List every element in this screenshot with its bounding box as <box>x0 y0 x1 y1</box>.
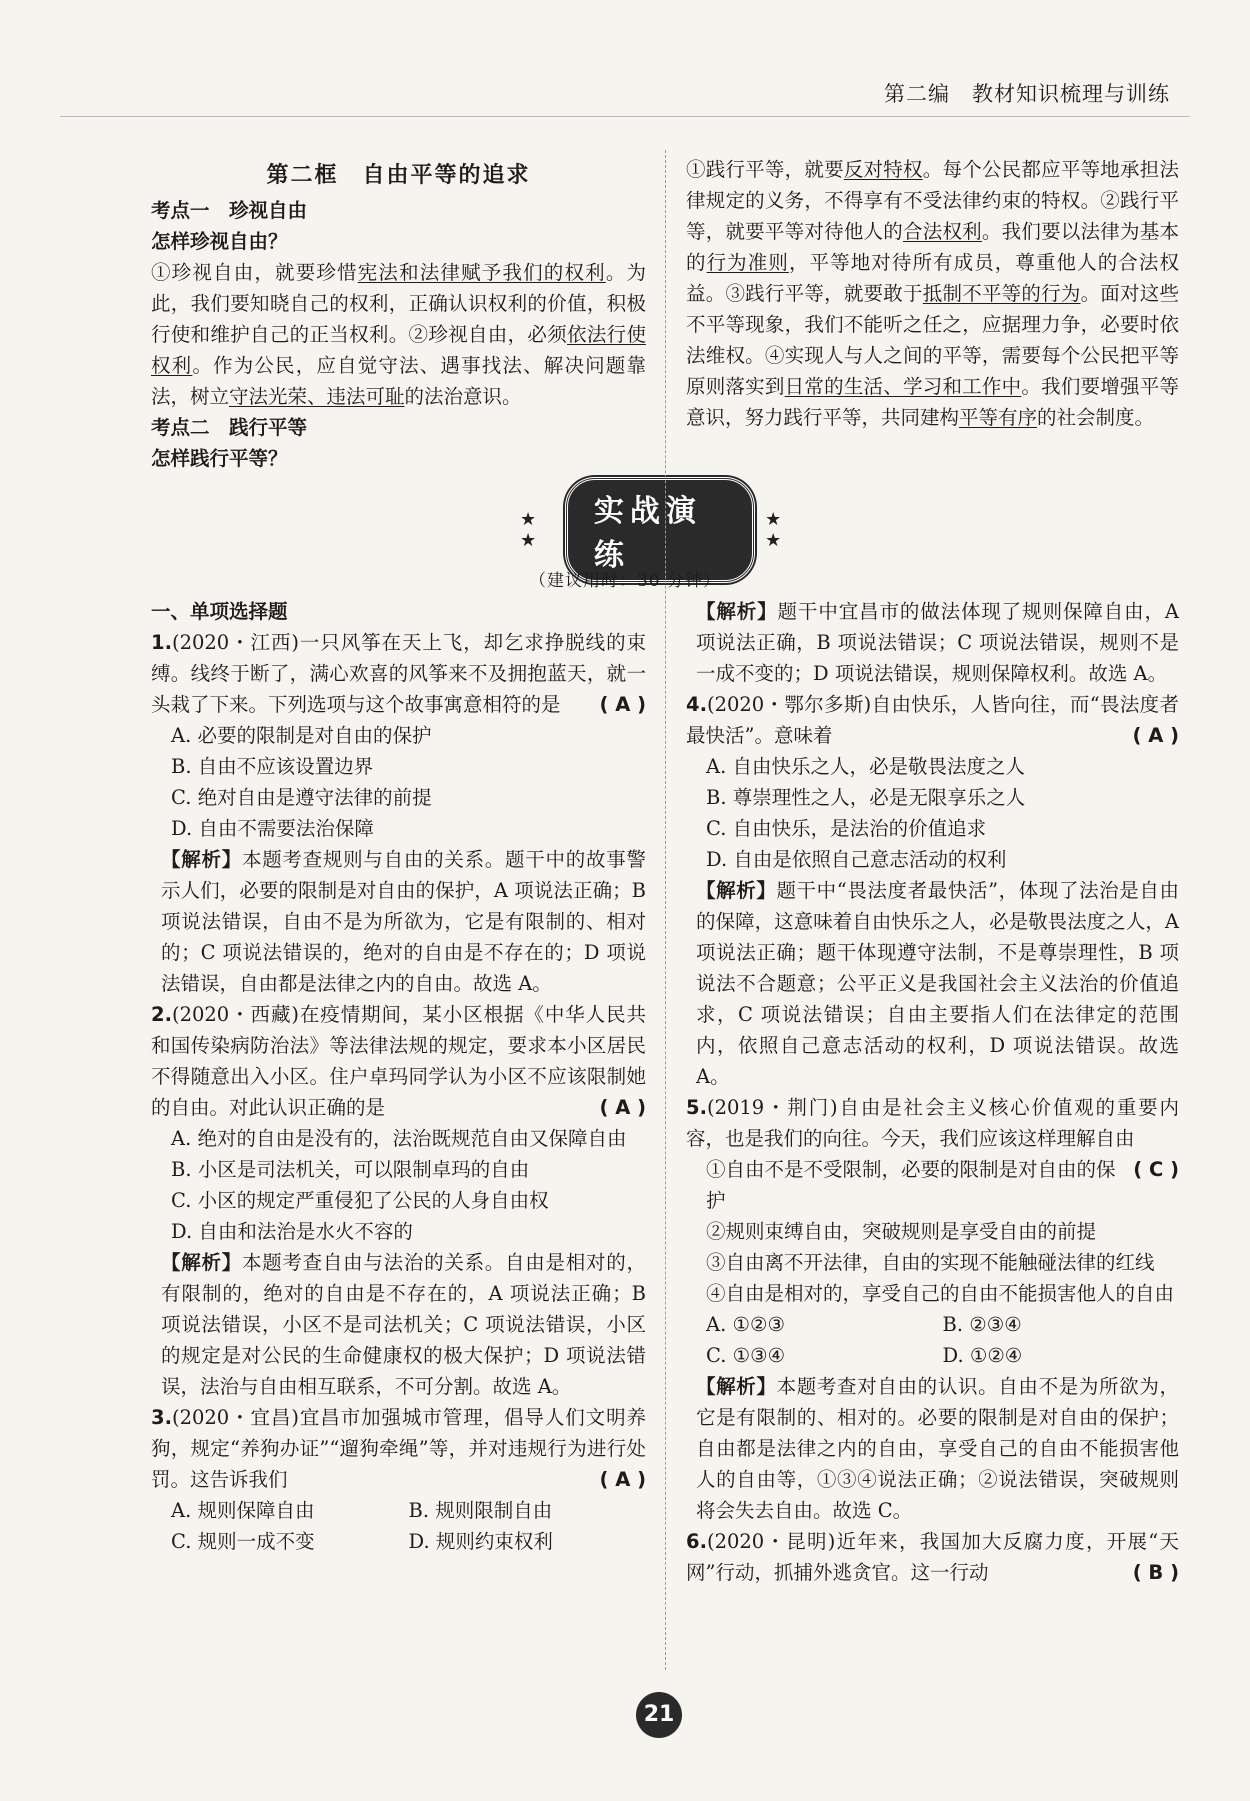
option: C. 自由快乐，是法治的价值追求 <box>706 817 987 840</box>
option: D. 自由不需要法治保障 <box>171 817 374 840</box>
option: C. ①③④ <box>706 1344 786 1367</box>
question-6: 6.(2020・昆明)近年来，我国加大反腐力度，开展“天网”行动，抓捕外逃贪官。这一行动 ( B ) <box>686 1526 1179 1588</box>
question-4: 4.(2020・鄂尔多斯)自由快乐，人皆向往，而“畏法度者最快活”。意味着 ( A ) A. 自由快乐之人，必是敬畏法度之人 B. 尊崇理性之人，必是无限享乐之人 C. 自由快乐，是法治的价值追求 D. 自由是依照自己意志活动的权利 【解析】题干中“畏法度者最快活”，体现了法治是自由的保障，这意味着自由快乐之人，必是敬畏法度之人，A 项说法正确；题干体现遵守法制，不是尊崇理性，B 项说法不合题意；公平正义是我国社会主义法治的价值追求，C 项说法错误；自由主要指人们在法律定的范围内，依照自己意志活动的权利，D 项说法错误。故选 A。 <box>686 689 1179 1092</box>
option: C. 绝对自由是遵守法律的前提 <box>171 786 432 809</box>
section-title: 第二框 自由平等的追求 <box>266 163 531 188</box>
option: D. 自由和法治是水火不容的 <box>171 1220 413 1243</box>
point-2-question: 怎样践行平等？ <box>151 447 288 470</box>
option: B. 自由不应该设置边界 <box>171 755 374 778</box>
point-2-title: 考点二 践行平等 <box>151 416 308 439</box>
analysis: 【解析】本题考查规则与自由的关系。题干中的故事警示人们，必要的限制是对自由的保护，A 项说法正确；B 项说法错误，自由不是为所欲为，它是有限制的、相对的；C 项说法错误的，绝对的自由是不存在的；D 项说法错误，自由都是法律之内的自由。故选 A。 <box>161 848 646 995</box>
star-icon: ★ ★ <box>520 509 537 551</box>
question-3-analysis: 【解析】题干中宜昌市的做法体现了规则保障自由，A 项说法正确，B 项说法错误；C 项说法错误，规则不是一成不变的；D 项说法错误，规则保障权利。故选 A。 <box>696 600 1179 685</box>
column-divider <box>665 150 666 1670</box>
statement: ①自由不是不受限制，必要的限制是对自由的保护 <box>706 1158 1116 1212</box>
questions-left-column <box>151 596 646 1557</box>
option: A. ①②③ <box>706 1313 785 1336</box>
point-1-title: 考点一 珍视自由 <box>151 199 308 222</box>
option: A. 必要的限制是对自由的保护 <box>171 724 432 747</box>
option: B. ②③④ <box>942 1313 1022 1336</box>
header-rule <box>60 116 1190 117</box>
option: C. 规则一成不变 <box>171 1530 315 1553</box>
question-2: 2.(2020・西藏)在疫情期间，某小区根据《中华人民共和国传染病防治法》等法律法规的规定，要求本小区居民不得随意出入小区。住户卓玛同学认为小区不应该限制她的自由。对此认识正确的是 ( A ) A. 绝对的自由是没有的，法治既规范自由又保障自由 B. 小区是司法机关，可以限制卓玛的自由 C. 小区的规定严重侵犯了公民的人身自由权 D. 自由和法治是水火不容的 【解析】本题考查自由与法治的关系。自由是相对的，有限制的，绝对的自由是不存在的，A 项说法正确；B 项说法错误，小区不是司法机关；C 项说法错误，小区的规定是对公民的生命健康权的极大保护；D 项说法错误，法治与自由相互联系，不可分割。故选 A。 <box>151 999 646 1402</box>
option: A. 规则保障自由 <box>171 1499 315 1522</box>
answer: ( A ) <box>599 693 646 716</box>
question-5: 5.(2019・荆门)自由是社会主义核心价值观的重要内容，也是我们的向往。今天，我们应该这样理解自由 ( C ) ①自由不是不受限制，必要的限制是对自由的保护 ②规则束缚自由，突破规则是享受自由的前提 ③自由离不开法律，自由的实现不能触碰法律的红线 ④自由是相对的，享受自己的自由不能损害他人的自由 A. ①②③ B. ②③④ C. ①③④ D. ①②④ 【解析】本题考查对自由的认识。自由不是为所欲为，它是有限制的、相对的。必要的限制是对自由的保护；自由都是法律之内的自由，享受自己的自由不能损害他人的自由等，①③④说法正确；②说法错误，突破规则将会失去自由。故选 C。 <box>686 1092 1179 1526</box>
answer: ( C ) <box>1133 1158 1179 1181</box>
banner-label: 实战演练 <box>565 477 755 583</box>
answer: ( A ) <box>1132 724 1179 747</box>
point-1-question: 怎样珍视自由？ <box>151 230 288 253</box>
option: B. 规则限制自由 <box>408 1499 553 1522</box>
section-heading: 一、单项选择题 <box>151 600 288 623</box>
knowledge-right-column <box>686 154 1179 433</box>
option-row <box>151 1495 646 1526</box>
option: D. 规则约束权利 <box>408 1530 553 1553</box>
option: B. 尊崇理性之人，必是无限享乐之人 <box>706 786 1026 809</box>
question-1: 1.(2020・江西)一只风筝在天上飞，却乞求挣脱线的束缚。线终于断了，满心欢喜的风筝来不及拥抱蓝天，就一头栽了下来。下列选项与这个故事寓意相符的是 ( A ) A. 必要的限制是对自由的保护 B. 自由不应该设置边界 C. 绝对自由是遵守法律的前提 D. 自由不需要法治保障 【解析】本题考查规则与自由的关系。题干中的故事警示人们，必要的限制是对自由的保护，A 项说法正确；B 项说法错误，自由不是为所欲为，它是有限制的、相对的；C 项说法错误的，绝对的自由是不存在的；D 项说法错误，自由都是法律之内的自由。故选 A。 <box>151 627 646 999</box>
option: D. 自由是依照自己意志活动的权利 <box>706 848 1007 871</box>
option: D. ①②④ <box>942 1344 1023 1367</box>
running-header: 第二编 教材知识梳理与训练 <box>884 82 1170 106</box>
option: B. 小区是司法机关，可以限制卓玛的自由 <box>171 1158 530 1181</box>
questions-right-column <box>686 596 1179 1588</box>
option: C. 小区的规定严重侵犯了公民的人身自由权 <box>171 1189 549 1212</box>
statement: ②规则束缚自由，突破规则是享受自由的前提 <box>706 1220 1097 1243</box>
star-icon: ★ ★ <box>765 509 782 551</box>
statement: ③自由离不开法律，自由的实现不能触碰法律的红线 ④自由是相对的，享受自己的自由不能损害他人的自由 <box>706 1251 1175 1305</box>
answer: ( B ) <box>1132 1561 1179 1584</box>
answer: ( A ) <box>599 1096 646 1119</box>
option-row <box>686 1309 1179 1340</box>
analysis: 【解析】本题考查自由与法治的关系。自由是相对的，有限制的，绝对的自由是不存在的，A 项说法正确；B 项说法错误，小区不是司法机关；C 项说法错误，小区的规定是对公民的生命健康权的极大保护；D 项说法错误，法治与自由相互联系，不可分割。故选 A。 <box>161 1251 646 1398</box>
analysis: 【解析】题干中“畏法度者最快活”，体现了法治是自由的保障，这意味着自由快乐之人，必是敬畏法度之人，A 项说法正确；题干体现遵守法制，不是尊崇理性，B 项说法不合题意；公平正义是我国社会主义法治的价值追求，C 项说法错误；自由主要指人们在法律定的范围内，依照自己意志活动的权利，D 项说法错误。故选 A。 <box>696 879 1179 1088</box>
question-3: 3.(2020・宜昌)宜昌市加强城市管理，倡导人们文明养狗，规定“养狗办证”“遛狗牵绳”等，并对违规行为进行处罚。这告诉我们 ( A ) A. 规则保障自由 B. 规则限制自由 C. 规则一成不变 D. 规则约束权利 <box>151 1402 646 1557</box>
point-1-body: ①珍视自由，就要珍惜宪法和法律赋予我们的权利。为此，我们要知晓自己的权利，正确认识权利的价值，积极行使和维护自己的正当权利。②珍视自由，必须依法行使权利。作为公民，应自觉守法、遇事找法、解决问题靠法，树立守法光荣、违法可耻的法治意识。 <box>151 261 646 408</box>
suggested-time: （建议用时：30 分钟） <box>528 571 722 591</box>
page-number: 21 <box>636 1692 682 1738</box>
option-row <box>151 1526 646 1557</box>
answer: ( A ) <box>599 1468 646 1491</box>
option-row <box>686 1340 1179 1371</box>
option: A. 绝对的自由是没有的，法治既规范自由又保障自由 <box>171 1127 627 1150</box>
practice-banner <box>520 494 800 573</box>
option: A. 自由快乐之人，必是敬畏法度之人 <box>706 755 1025 778</box>
knowledge-left-column <box>151 160 646 474</box>
point-2-body: ①践行平等，就要反对特权。每个公民都应平等地承担法律规定的义务，不得享有不受法律约束的特权。②践行平等，就要平等对待他人的合法权利。我们要以法律为基本的行为准则，平等地对待所有成员，尊重他人的合法权益。③践行平等，就要敢于抵制不平等的行为。面对这些不平等现象，我们不能听之任之，应据理力争，必要时依法维权。④实现人与人之间的平等，需要每个公民把平等原则落实到日常的生活、学习和工作中。我们要增强平等意识，努力践行平等，共同建构平等有序的社会制度。 <box>686 158 1179 429</box>
analysis: 【解析】本题考查对自由的认识。自由不是为所欲为，它是有限制的、相对的。必要的限制是对自由的保护；自由都是法律之内的自由，享受自己的自由不能损害他人的自由等，①③④说法正确；②说法错误，突破规则将会失去自由。故选 C。 <box>696 1375 1179 1522</box>
